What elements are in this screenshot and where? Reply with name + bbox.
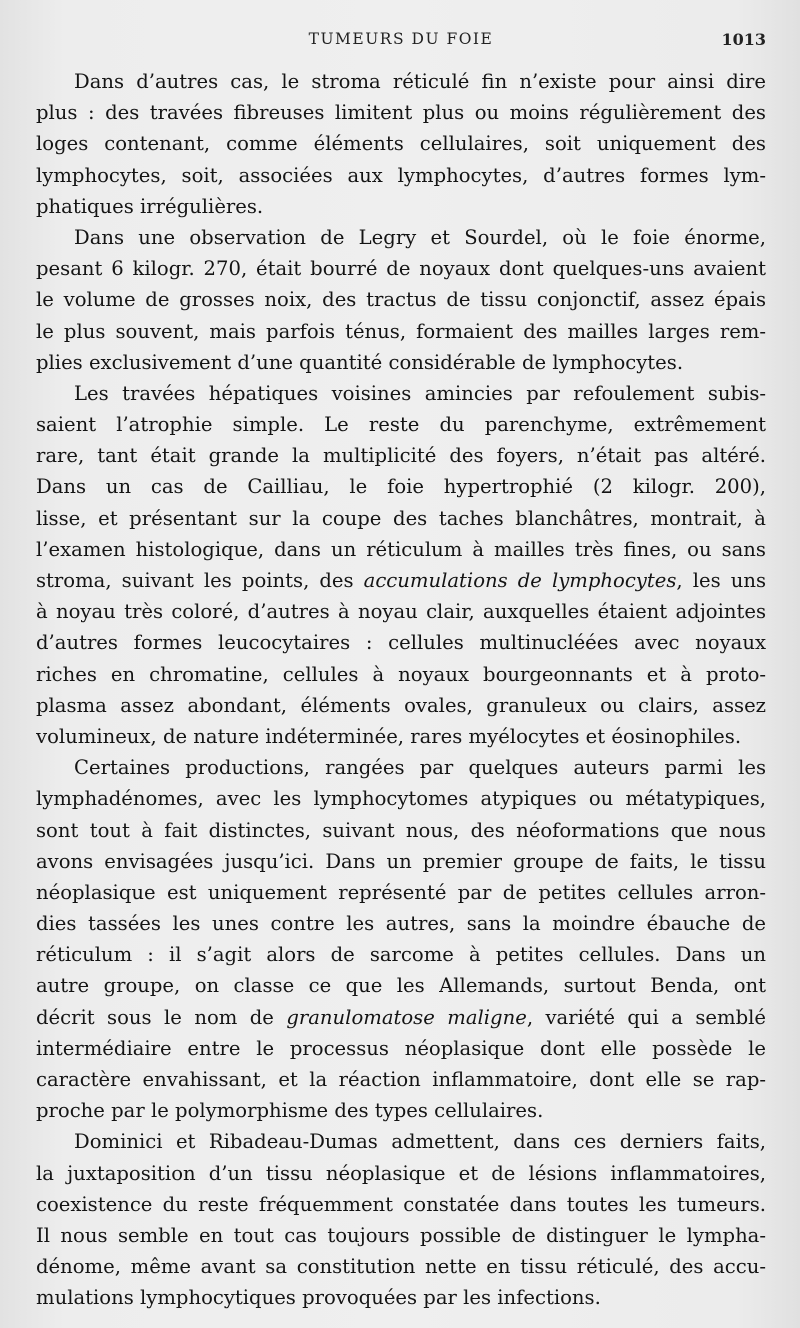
text-line	[36, 565, 766, 596]
text-line: lisse, et présentant sur la coupe des taches blanchâtres, montrait, à	[36, 506, 766, 530]
text-line: néoplasique est uniquement représenté par de petites cellules arron-	[36, 880, 766, 904]
text-line: riches en chromatine, cellules à noyaux bourgeonnants et à proto-	[36, 662, 766, 686]
page-header	[36, 30, 766, 54]
text-line: d’autres formes leucocytaires : cellules multinucléées avec noyaux	[36, 631, 766, 655]
text-line: intermédiaire entre le processus néoplasique dont elle possède le	[36, 1036, 766, 1060]
text-line: dies tassées les unes contre les autres, sans la moindre ébauche de	[36, 912, 766, 936]
text-line: lymphocytes, soit, associées aux lymphocytes, d’autres formes lym-	[36, 163, 766, 187]
running-head: TUMEURS DU FOIE	[308, 30, 494, 48]
text-line: loges contenant, comme éléments cellulaires, soit uniquement des	[36, 132, 766, 156]
text-line: plus : des travées fibreuses limitent plus ou moins régulièrement des	[36, 101, 766, 125]
text-line: proche par le polymorphisme des types cellulaires.	[36, 1099, 544, 1123]
text-line: le volume de grosses noix, des tractus de tissu conjonctif, assez épais	[36, 288, 766, 312]
text-line: le plus souvent, mais parfois ténus, formaient des mailles larges rem-	[36, 319, 766, 343]
text-run: décrit sous le nom de	[36, 1005, 287, 1029]
text-line: pesant 6 kilogr. 270, était bourré de noyaux dont quelques-uns avaient	[36, 257, 766, 281]
text-line: plies exclusivement d’une quantité considérable de lymphocytes.	[36, 350, 684, 374]
text-line: Dans d’autres cas, le stroma réticulé fin n’existe pour ainsi dire	[74, 70, 766, 93]
text-line: Dans une observation de Legry et Sourdel, où le foie énorme,	[74, 225, 766, 249]
text-run: , les uns	[676, 569, 766, 592]
text-line: mulations lymphocytiques provoquées par les infections.	[36, 1286, 601, 1310]
text-line: plasma assez abondant, éléments ovales, granuleux ou clairs, assez	[36, 693, 766, 717]
italic-term: accumulations de lymphocytes	[363, 569, 677, 592]
text-line: la juxtaposition d’un tissu néoplasique et de lésions inflammatoires,	[36, 1161, 766, 1185]
italic-term: granulomatose maligne	[286, 1005, 527, 1029]
text-run: stroma, suivant les points, des	[36, 569, 364, 592]
text-line: réticulum : il s’agit alors de sarcome à petites cellules. Dans un	[36, 943, 766, 967]
text-line: à noyau très coloré, d’autres à noyau clair, auxquelles étaient adjointes	[36, 600, 766, 624]
text-run: , variété qui a semblé	[526, 1005, 766, 1029]
text-line: dénome, même avant sa constitution nette en tissu réticulé, des accu-	[36, 1255, 766, 1279]
text-line: volumineux, de nature indéterminée, rares myélocytes et éosinophiles.	[36, 724, 742, 748]
text-line: phatiques irrégulières.	[36, 194, 264, 218]
text-line: lymphadénomes, avec les lymphocytomes atypiques ou métatypiques,	[36, 787, 766, 811]
text-line: Il nous semble en tout cas toujours possible de distinguer le lympha-	[36, 1223, 766, 1247]
text-line	[36, 1002, 766, 1033]
text-line: Dominici et Ribadeau-Dumas admettent, dans ces derniers faits,	[74, 1130, 766, 1154]
text-line: Certaines productions, rangées par quelques auteurs parmi les	[74, 756, 766, 780]
text-line: sont tout à fait distinctes, suivant nous, des néoformations que nous	[36, 818, 766, 842]
body-text	[36, 66, 766, 1314]
text-line: caractère envahissant, et la réaction inflammatoire, dont elle se rap-	[36, 1068, 766, 1091]
text-line: Dans un cas de Cailliau, le foie hypertrophié (2 kilogr. 200),	[36, 475, 766, 499]
text-line: l’examen histologique, dans un réticulum à mailles très fines, ou sans	[36, 537, 766, 561]
text-line: autre groupe, on classe ce que les Allemands, surtout Benda, ont	[36, 974, 766, 998]
page-number: 1013	[721, 30, 766, 49]
text-line: saient l’atrophie simple. Le reste du parenchyme, extrêmement	[36, 413, 766, 437]
text-line: rare, tant était grande la multiplicité des foyers, n’était pas altéré.	[36, 444, 766, 468]
text-line: Les travées hépatiques voisines amincies par refoulement subis-	[74, 381, 766, 405]
text-line: avons envisagées jusqu’ici. Dans un premier groupe de faits, le tissu	[36, 849, 766, 873]
text-line: coexistence du reste fréquemment constatée dans toutes les tumeurs.	[36, 1192, 766, 1216]
